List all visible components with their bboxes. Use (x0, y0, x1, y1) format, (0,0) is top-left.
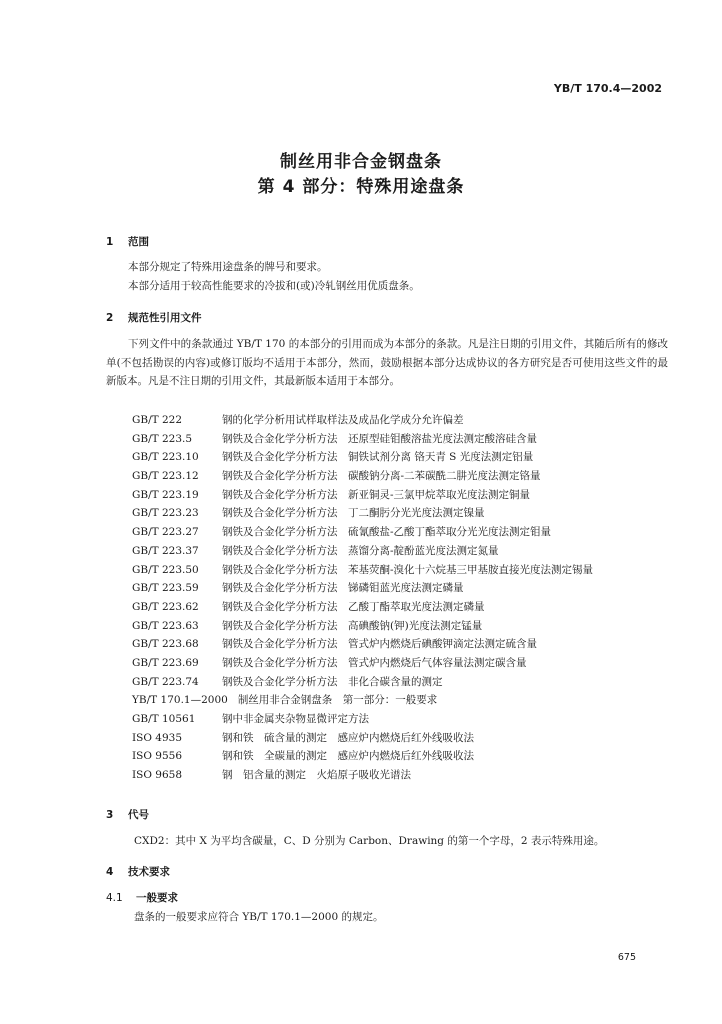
page-number: 675 (617, 952, 636, 963)
reference-code: GB/T 223.5 (132, 432, 193, 445)
reference-item (132, 710, 672, 729)
document-title: 制丝用非合金钢盘条 (280, 152, 442, 172)
section-heading-technical-requirements (106, 864, 170, 879)
reference-code: GB/T 223.19 (132, 488, 199, 501)
reference-title: 制丝用非合金钢盘条 第一部分：一般要求 (237, 694, 438, 707)
reference-code: ISO 9556 (132, 750, 183, 763)
reference-title: 钢铁及合金化学分析方法 丁二酮肟分光光度法测定镍量 (222, 507, 485, 520)
reference-code: GB/T 10561 (132, 713, 196, 725)
reference-title: 钢铁及合金化学分析方法 管式炉内燃烧后碘酸钾滴定法测定硫含量 (222, 638, 537, 651)
section-title: 代号 (128, 809, 149, 821)
reference-item (132, 691, 672, 710)
reference-title: 钢铁及合金化学分析方法 乙酸丁酯萃取光度法测定磷量 (222, 600, 485, 613)
reference-item (132, 542, 672, 561)
reference-title: 钢铁及合金化学分析方法 碳酸钠分离-二苯碳酰二肼光度法测定铬量 (222, 470, 541, 483)
reference-title: 钢铁及合金化学分析方法 苯基荧酮-溴化十六烷基三甲基胺直接光度法测定锡量 (222, 563, 594, 576)
reference-title: 钢铁及合金化学分析方法 铜铁试剂分离 铬天青 S 光度法测定铝量 (222, 451, 534, 464)
reference-code: GB/T 223.63 (132, 619, 199, 632)
reference-title: 钢中非金属夹杂物显微评定方法 (222, 713, 369, 725)
section-title: 范围 (128, 236, 149, 248)
reference-item (132, 747, 672, 766)
reference-code: GB/T 223.23 (132, 507, 199, 520)
reference-code: GB/T 223.50 (132, 563, 199, 576)
reference-item (132, 504, 672, 523)
reference-item (132, 411, 672, 430)
reference-code: GB/T 223.59 (132, 582, 199, 595)
scope-paragraph-1: 本部分规定了特殊用途盘条的牌号和要求。 (128, 261, 328, 273)
subsection-title: 一般要求 (136, 892, 178, 904)
reference-code: GB/T 222 (132, 414, 183, 426)
reference-code: GB/T 223.37 (132, 544, 199, 557)
reference-item (132, 486, 672, 505)
section-title: 规范性引用文件 (128, 312, 202, 324)
reference-title: 钢和铁 全碳量的测定 感应炉内燃烧后红外线吸收法 (222, 750, 474, 763)
reference-item (132, 766, 672, 785)
reference-item (132, 673, 672, 692)
reference-title: 钢铁及合金化学分析方法 锑磷钼蓝光度法测定磷量 (222, 582, 464, 595)
reference-item (132, 617, 672, 636)
reference-code: GB/T 223.10 (132, 451, 199, 464)
subsection-number: 4.1 (106, 892, 123, 904)
section-number: 4 (106, 866, 114, 878)
section-number: 1 (106, 236, 114, 248)
reference-item (132, 430, 672, 449)
reference-code: ISO 4935 (132, 731, 183, 744)
section-number: 3 (106, 809, 114, 821)
reference-item (132, 579, 672, 598)
reference-title: 钢铁及合金化学分析方法 还原型硅钼酸溶盐光度法测定酸溶硅含量 (222, 432, 537, 445)
reference-code: GB/T 223.62 (132, 600, 199, 613)
reference-code: YB/T 170.1—2000 (132, 694, 228, 707)
standard-code-header: YB/T 170.4—2002 (553, 82, 662, 95)
reference-code: GB/T 223.69 (132, 656, 199, 669)
designation-paragraph: CXD2：其中 X 为平均含碳量，C、D 分别为 Carbon、Drawing 的第一个字母，2 表示特殊用途。 (134, 835, 605, 847)
section-title: 技术要求 (128, 866, 170, 878)
reference-code: ISO 9658 (132, 769, 183, 782)
reference-title: 钢铁及合金化学分析方法 管式炉内燃烧后气体容量法测定碳含量 (222, 656, 527, 669)
reference-title: 钢铁及合金化学分析方法 硫氰酸盐-乙酸丁酯萃取分光光度法测定钼量 (222, 526, 552, 539)
reference-list (132, 411, 672, 785)
reference-title: 钢 铝含量的测定 火焰原子吸收光谱法 (222, 769, 411, 782)
reference-title: 钢和铁 硫含量的测定 感应炉内燃烧后红外线吸收法 (222, 731, 474, 744)
reference-code: GB/T 223.68 (132, 638, 199, 651)
section-number: 2 (106, 312, 114, 324)
reference-code: GB/T 223.12 (132, 470, 199, 483)
reference-title: 钢铁及合金化学分析方法 非化合碳含量的测定 (222, 675, 443, 688)
section-heading-designation (106, 807, 149, 822)
section-heading-scope (106, 234, 149, 249)
reference-title: 钢铁及合金化学分析方法 蒸馏分离-靛酚蓝光度法测定氮量 (222, 544, 499, 557)
general-requirements-paragraph: 盘条的一般要求应符合 YB/T 170.1—2000 的规定。 (134, 911, 384, 923)
reference-title: 钢铁及合金化学分析方法 高碘酸钠(钾)光度法测定锰量 (222, 619, 483, 632)
reference-item (132, 467, 672, 486)
section-heading-normative-references (106, 310, 202, 325)
reference-item (132, 448, 672, 467)
reference-code: GB/T 223.27 (132, 526, 199, 539)
reference-item (132, 561, 672, 580)
reference-item (132, 523, 672, 542)
reference-item (132, 598, 672, 617)
subsection-heading-general-requirements (106, 890, 178, 905)
document-subtitle: 第 4 部分：特殊用途盘条 (257, 177, 465, 197)
reference-title: 钢铁及合金化学分析方法 新亚铜灵-三氯甲烷萃取光度法测定铜量 (222, 488, 531, 501)
scope-paragraph-2: 本部分适用于较高性能要求的冷拔和(或)冷轧钢丝用优质盘条。 (128, 280, 420, 292)
references-intro-paragraph: 下列文件中的条款通过 YB/T 170 的本部分的引用而成为本部分的条款。凡是注日期的引用文件，其随后所有的修改单(不包括勘误的内容)或修订版均不适用于本部分，然而，鼓励根据本部分达成协议的各方研究是否可使用这些文件的最新版本。凡是不注日期的引用文件，其最新版本适用于本部分。 (106, 338, 668, 387)
reference-item (132, 729, 672, 748)
reference-item (132, 654, 672, 673)
reference-code: GB/T 223.74 (132, 675, 199, 688)
reference-item (132, 635, 672, 654)
reference-title: 钢的化学分析用试样取样法及成品化学成分允许偏差 (222, 414, 464, 426)
